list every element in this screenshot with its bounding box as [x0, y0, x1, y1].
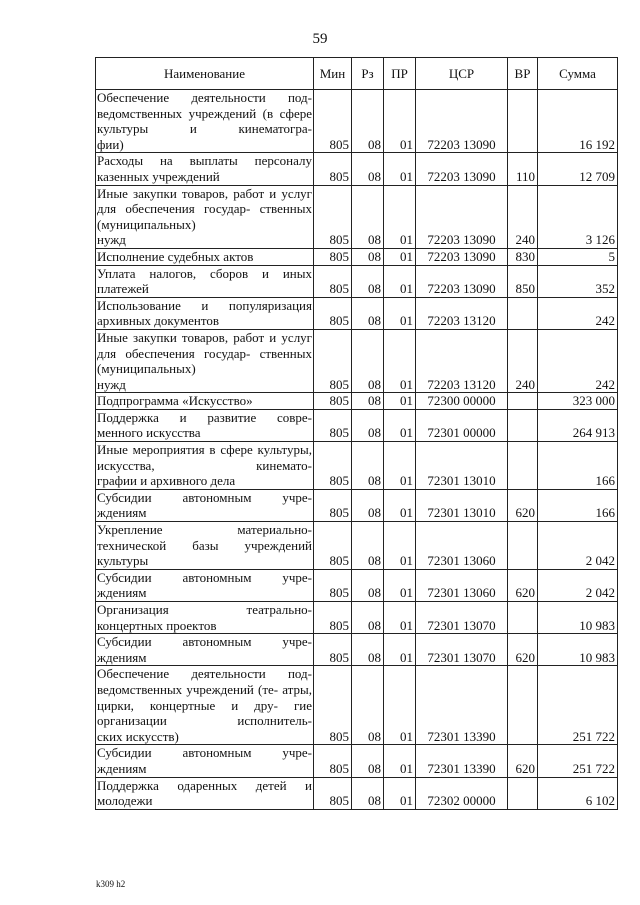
name-line: ственных (муниципальных) — [97, 345, 312, 377]
cell-min: 805 — [314, 329, 352, 392]
table-row — [96, 569, 618, 601]
table-body — [96, 90, 618, 810]
name-line: Иные мероприятия в сфере — [97, 442, 253, 458]
cell-name — [96, 666, 314, 745]
table-row — [96, 634, 618, 666]
cell-vr: 830 — [508, 248, 538, 265]
name-line: Субсидии автономным учре- — [97, 634, 312, 650]
name-line: нужд — [97, 376, 126, 392]
name-line: ских искусств) — [97, 728, 179, 744]
cell-sum: 2 042 — [538, 522, 618, 570]
name-line: казенных учреждений — [97, 168, 220, 184]
name-line: концертных проектов — [97, 617, 217, 633]
header-min: Мин — [314, 58, 352, 90]
cell-name — [96, 634, 314, 666]
name-line: графии и архивного дела — [97, 473, 236, 489]
cell-vr — [508, 777, 538, 809]
cell-pr: 01 — [384, 265, 416, 297]
name-line: Организация театрально- — [97, 602, 312, 617]
cell-min: 805 — [314, 569, 352, 601]
cell-pr: 01 — [384, 777, 416, 809]
name-line: Субсидии автономным учре- — [97, 489, 312, 505]
cell-min: 805 — [314, 522, 352, 570]
cell-name — [96, 522, 314, 570]
cell-pr: 01 — [384, 745, 416, 777]
cell-csr: 72301 13070 — [416, 634, 508, 666]
name-line: ждениям — [97, 649, 147, 665]
cell-csr: 72301 13390 — [416, 745, 508, 777]
cell-pr: 01 — [384, 329, 416, 392]
name-line: Поддержка и развитие совре- — [97, 409, 312, 425]
cell-min: 805 — [314, 393, 352, 410]
footer-code: k309 h2 — [96, 879, 126, 889]
table-row — [96, 777, 618, 809]
cell-vr — [508, 602, 538, 634]
name-line: нужд — [97, 232, 126, 248]
cell-min: 805 — [314, 777, 352, 809]
cell-rz: 08 — [352, 393, 384, 410]
cell-csr: 72301 13060 — [416, 522, 508, 570]
cell-rz: 08 — [352, 777, 384, 809]
cell-pr: 01 — [384, 409, 416, 441]
name-line: услуг для обеспечения государ- — [97, 329, 313, 361]
cell-pr: 01 — [384, 442, 416, 490]
cell-rz: 08 — [352, 666, 384, 745]
cell-csr: 72301 13390 — [416, 666, 508, 745]
name-line: платежей — [97, 281, 149, 297]
cell-vr — [508, 90, 538, 153]
cell-csr: 72203 13090 — [416, 265, 508, 297]
name-line: Субсидии автономным учре- — [97, 569, 312, 585]
cell-sum: 10 983 — [538, 602, 618, 634]
name-line: технической базы учреждений — [97, 537, 312, 553]
cell-pr: 01 — [384, 666, 416, 745]
cell-pr: 01 — [384, 489, 416, 521]
cell-pr: 01 — [384, 248, 416, 265]
cell-pr: 01 — [384, 602, 416, 634]
cell-vr: 240 — [508, 329, 538, 392]
cell-min: 805 — [314, 265, 352, 297]
cell-vr: 850 — [508, 265, 538, 297]
name-line: архивных документов — [97, 313, 219, 329]
cell-csr: 72301 13010 — [416, 442, 508, 490]
cell-sum: 323 000 — [538, 393, 618, 410]
table-row — [96, 489, 618, 521]
table-row — [96, 185, 618, 248]
name-line: Расходы на выплаты персоналу — [97, 153, 312, 169]
cell-rz: 08 — [352, 265, 384, 297]
cell-pr: 01 — [384, 153, 416, 185]
cell-sum: 166 — [538, 442, 618, 490]
cell-rz: 08 — [352, 409, 384, 441]
name-line: Укрепление материально- — [97, 522, 312, 538]
header-name: Наименование — [96, 58, 314, 90]
name-line: Поддержка одаренных детей и — [97, 777, 312, 793]
name-line: ждениям — [97, 760, 147, 776]
cell-vr: 620 — [508, 489, 538, 521]
cell-csr: 72301 13070 — [416, 602, 508, 634]
name-line: Использование и популяризация — [97, 297, 312, 313]
header-vr: ВР — [508, 58, 538, 90]
header-pr: ПР — [384, 58, 416, 90]
cell-csr: 72203 13090 — [416, 90, 508, 153]
cell-sum: 6 102 — [538, 777, 618, 809]
name-line: Субсидии автономным учре- — [97, 745, 312, 761]
name-line: Уплата налогов, сборов и иных — [97, 265, 312, 281]
cell-sum: 10 983 — [538, 634, 618, 666]
cell-vr — [508, 522, 538, 570]
cell-min: 805 — [314, 489, 352, 521]
name-line: атры, цирки, концертные и дру- — [97, 681, 313, 713]
cell-name — [96, 329, 314, 392]
cell-name — [96, 265, 314, 297]
cell-rz: 08 — [352, 329, 384, 392]
cell-sum: 264 913 — [538, 409, 618, 441]
cell-sum: 251 722 — [538, 745, 618, 777]
cell-name — [96, 393, 314, 410]
header-sum: Сумма — [538, 58, 618, 90]
cell-rz: 08 — [352, 442, 384, 490]
table-row — [96, 329, 618, 392]
cell-name — [96, 297, 314, 329]
cell-name — [96, 569, 314, 601]
name-line: менного искусства — [97, 425, 201, 441]
cell-vr — [508, 442, 538, 490]
name-line: культуры — [97, 553, 149, 569]
cell-rz: 08 — [352, 522, 384, 570]
name-line: Подпрограмма «Искусство» — [97, 393, 253, 409]
name-line: Исполнение судебных актов — [97, 248, 254, 264]
cell-csr: 72203 13090 — [416, 153, 508, 185]
table-row — [96, 442, 618, 490]
name-line: Обеспечение деятельности под- — [97, 90, 312, 105]
cell-rz: 08 — [352, 248, 384, 265]
table-row — [96, 522, 618, 570]
cell-name — [96, 90, 314, 153]
cell-csr: 72300 00000 — [416, 393, 508, 410]
name-line: услуг для обеспечения государ- — [97, 185, 313, 217]
cell-vr — [508, 409, 538, 441]
cell-vr: 620 — [508, 634, 538, 666]
table-row — [96, 297, 618, 329]
cell-vr — [508, 297, 538, 329]
name-line: сфере культуры и кинематогра- — [97, 105, 313, 137]
cell-name — [96, 489, 314, 521]
cell-pr: 01 — [384, 185, 416, 248]
cell-min: 805 — [314, 248, 352, 265]
table-row — [96, 265, 618, 297]
cell-sum: 242 — [538, 297, 618, 329]
cell-csr: 72203 13090 — [416, 248, 508, 265]
cell-name — [96, 153, 314, 185]
cell-rz: 08 — [352, 297, 384, 329]
cell-rz: 08 — [352, 489, 384, 521]
cell-name — [96, 442, 314, 490]
cell-name — [96, 409, 314, 441]
name-line: ждениям — [97, 505, 147, 521]
cell-min: 805 — [314, 90, 352, 153]
header-csr: ЦСР — [416, 58, 508, 90]
cell-csr: 72203 13090 — [416, 185, 508, 248]
budget-table — [95, 57, 618, 810]
cell-name — [96, 185, 314, 248]
cell-csr: 72301 13060 — [416, 569, 508, 601]
cell-min: 805 — [314, 153, 352, 185]
header-rz: Рз — [352, 58, 384, 90]
name-line: молодежи — [97, 793, 153, 809]
table-row — [96, 90, 618, 153]
cell-rz: 08 — [352, 153, 384, 185]
table-header-row — [96, 58, 618, 90]
cell-pr: 01 — [384, 90, 416, 153]
cell-rz: 08 — [352, 745, 384, 777]
cell-pr: 01 — [384, 569, 416, 601]
cell-min: 805 — [314, 745, 352, 777]
name-line: фии) — [97, 136, 124, 152]
cell-sum: 5 — [538, 248, 618, 265]
cell-sum: 166 — [538, 489, 618, 521]
cell-min: 805 — [314, 634, 352, 666]
cell-name — [96, 248, 314, 265]
cell-sum: 251 722 — [538, 666, 618, 745]
cell-name — [96, 602, 314, 634]
cell-sum: 352 — [538, 265, 618, 297]
cell-name — [96, 777, 314, 809]
cell-rz: 08 — [352, 185, 384, 248]
cell-min: 805 — [314, 409, 352, 441]
table-row — [96, 666, 618, 745]
cell-csr: 72301 13010 — [416, 489, 508, 521]
cell-pr: 01 — [384, 634, 416, 666]
cell-vr — [508, 393, 538, 410]
cell-sum: 16 192 — [538, 90, 618, 153]
table-row — [96, 745, 618, 777]
cell-pr: 01 — [384, 393, 416, 410]
cell-min: 805 — [314, 297, 352, 329]
cell-vr — [508, 666, 538, 745]
name-line: ждениям — [97, 585, 147, 601]
table-row — [96, 153, 618, 185]
cell-sum: 3 126 — [538, 185, 618, 248]
cell-csr: 72203 13120 — [416, 329, 508, 392]
cell-vr: 620 — [508, 569, 538, 601]
cell-min: 805 — [314, 666, 352, 745]
name-line: ственных (муниципальных) — [97, 201, 312, 232]
name-line: ведомственных учреждений (те- — [97, 681, 279, 697]
table-row — [96, 248, 618, 265]
cell-sum: 12 709 — [538, 153, 618, 185]
cell-csr: 72301 00000 — [416, 409, 508, 441]
cell-vr: 110 — [508, 153, 538, 185]
name-line: культуры, искусства, кинемато- — [97, 442, 312, 473]
cell-pr: 01 — [384, 297, 416, 329]
cell-pr: 01 — [384, 522, 416, 570]
cell-sum: 2 042 — [538, 569, 618, 601]
cell-rz: 08 — [352, 569, 384, 601]
cell-min: 805 — [314, 602, 352, 634]
cell-min: 805 — [314, 442, 352, 490]
name-line: гие организации исполнитель- — [97, 697, 313, 729]
cell-name — [96, 745, 314, 777]
cell-rz: 08 — [352, 602, 384, 634]
name-line: Иные закупки товаров, работ и — [97, 329, 277, 345]
name-line: ведомственных учреждений (в — [97, 105, 274, 121]
table-row — [96, 393, 618, 410]
table-row — [96, 409, 618, 441]
page-number: 59 — [312, 31, 328, 47]
cell-vr: 620 — [508, 745, 538, 777]
name-line: Иные закупки товаров, работ и — [97, 185, 277, 201]
cell-rz: 08 — [352, 90, 384, 153]
table-row — [96, 602, 618, 634]
cell-csr: 72203 13120 — [416, 297, 508, 329]
cell-vr: 240 — [508, 185, 538, 248]
cell-min: 805 — [314, 185, 352, 248]
cell-csr: 72302 00000 — [416, 777, 508, 809]
name-line: Обеспечение деятельности под- — [97, 666, 312, 682]
cell-sum: 242 — [538, 329, 618, 392]
cell-rz: 08 — [352, 634, 384, 666]
